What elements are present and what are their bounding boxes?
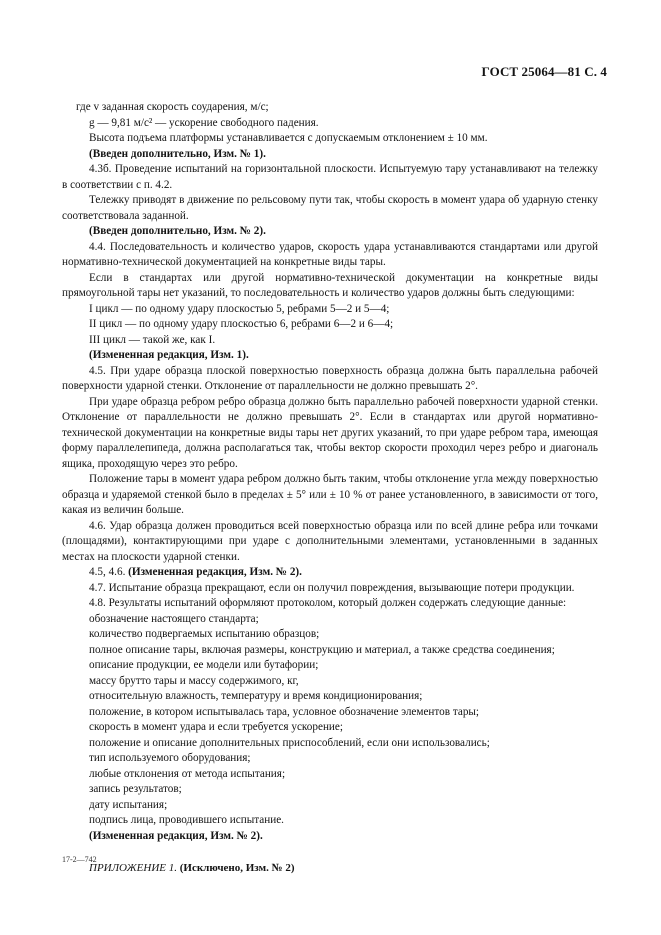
clause-ref: 4.5, 4.6. bbox=[89, 566, 129, 578]
clause-4-7: 4.7. Испытание образца прекращают, если он получил повреждения, вызывающие потери продукции. bbox=[89, 581, 575, 594]
list-item: описание продукции, ее модели или бутафории; bbox=[89, 659, 319, 671]
clause-4-4: 4.4. Последовательность и количество ударов, скорость удара устанавливаются стандартами или другой нормативно-технической документацией на конкретные виды тары. bbox=[62, 240, 598, 268]
list-item: обозначение настоящего стандарта; bbox=[89, 612, 259, 625]
page-header: ГОСТ 25064—81 С. 4 bbox=[481, 64, 607, 79]
list-item: полное описание тары, включая размеры, конструкцию и материал, а также средства соединения; bbox=[89, 643, 555, 656]
clause-4-8: 4.8. Результаты испытаний оформляют протоколом, который должен содержать следующие данные: bbox=[89, 597, 567, 609]
amendment-note: (Измененная редакция, Изм. № 2). bbox=[89, 829, 263, 842]
cycle-2: II цикл — по одному удару плоскостью 6, ребрами 6—2 и 6—4; bbox=[89, 318, 394, 330]
list-item: любые отклонения от метода испытания; bbox=[89, 767, 286, 780]
amendment-note: (Введен дополнительно, Изм. № 1). bbox=[89, 147, 266, 160]
paragraph: Высота подъема платформы устанавливается с допускаемым отклонением ± 10 мм. bbox=[89, 132, 488, 144]
amendment-note: (Введен дополнительно, Изм. № 2). bbox=[89, 225, 266, 237]
paragraph: При ударе образца ребром ребро образца должно быть параллельно рабочей поверхности ударной стенки. Отклонение от параллельности не должно превышать 2°. Если в стандартах или другой нормативно-технической документации на конкретные виды тары нет других указаний, то при ударе ребром тара, имеющая форму параллелепипеда, должна располагаться так, чтобы вектор скорости проходил через ребро и диагональ ящика, проходящую через это ребро. bbox=[62, 395, 598, 470]
paragraph: Если в стандартах или другой нормативно-технической документации на конкретные виды прямоугольной тары нет указаний, то последовательность и количество ударов должны быть следующими: bbox=[62, 271, 598, 299]
definition-v: где v заданная скорость соударения, м/с; bbox=[76, 101, 269, 113]
clause-4-6: 4.6. Удар образца должен проводиться всей поверхностью образца или по всей длине ребра или точками (площадями), контактирующими при ударе с дополнительными элементами, установленными в заданных местах на плоскости ударной стенки. bbox=[62, 519, 598, 563]
print-code: 17-2—742 bbox=[62, 855, 97, 864]
paragraph: Положение тары в момент удара ребром должно быть таким, чтобы отклонение угла между поверхностью образца и ударяемой стенкой было в пределах ± 5° или ± 10 % от ранее установленного, в зависимости от того, какая из величин больше. bbox=[62, 473, 598, 516]
list-item: тип используемого оборудования; bbox=[89, 752, 251, 764]
amendment-note: (Измененная редакция, Изм. № 2). bbox=[128, 566, 302, 578]
paragraph: Тележку приводят в движение по рельсовому пути так, чтобы скорость в момент удара об ударную стенку соответствовала заданной. bbox=[62, 194, 598, 222]
appendix-note bbox=[62, 861, 598, 877]
list-item: подпись лица, проводившего испытание. bbox=[89, 814, 284, 826]
list-item: положение, в котором испытывалась тара, условное обозначение элементов тары; bbox=[89, 705, 480, 718]
cycle-3: III цикл — такой же, как I. bbox=[89, 333, 216, 346]
list-item: дату испытания; bbox=[89, 798, 168, 811]
document-body bbox=[62, 100, 598, 877]
appendix-title: ПРИЛОЖЕНИЕ 1. bbox=[89, 862, 180, 874]
definition-g: g — 9,81 м/с² — ускорение свободного падения. bbox=[89, 116, 319, 129]
list-item: положение и описание дополнительных приспособлений, если они использовались; bbox=[89, 736, 490, 749]
list-item: относительную влажность, температуру и время кондиционирования; bbox=[89, 690, 423, 702]
amendment-note: (Измененная редакция, Изм. 1). bbox=[89, 349, 249, 361]
list-item: количество подвергаемых испытанию образцов; bbox=[89, 628, 320, 640]
clause-4-3b: 4.3б. Проведение испытаний на горизонтальной плоскости. Испытуемую тару устанавливают на тележку в соответствии с п. 4.2. bbox=[62, 163, 598, 191]
amendment-line bbox=[62, 565, 598, 581]
list-item: запись результатов; bbox=[89, 783, 182, 795]
cycle-1: I цикл — по одному удару плоскостью 5, ребрами 5—2 и 5—4; bbox=[89, 302, 390, 315]
clause-4-5: 4.5. При ударе образца плоской поверхностью поверхность образца должна быть параллельна рабочей поверхности ударной стенки. Отклонение от параллельности не должно превышать 2°. bbox=[62, 364, 598, 392]
list-item: массу брутто тары и массу содержимого, кг, bbox=[89, 674, 299, 687]
list-item: скорость в момент удара и если требуется ускорение; bbox=[89, 721, 343, 733]
appendix-status: (Исключено, Изм. № 2) bbox=[179, 862, 295, 874]
